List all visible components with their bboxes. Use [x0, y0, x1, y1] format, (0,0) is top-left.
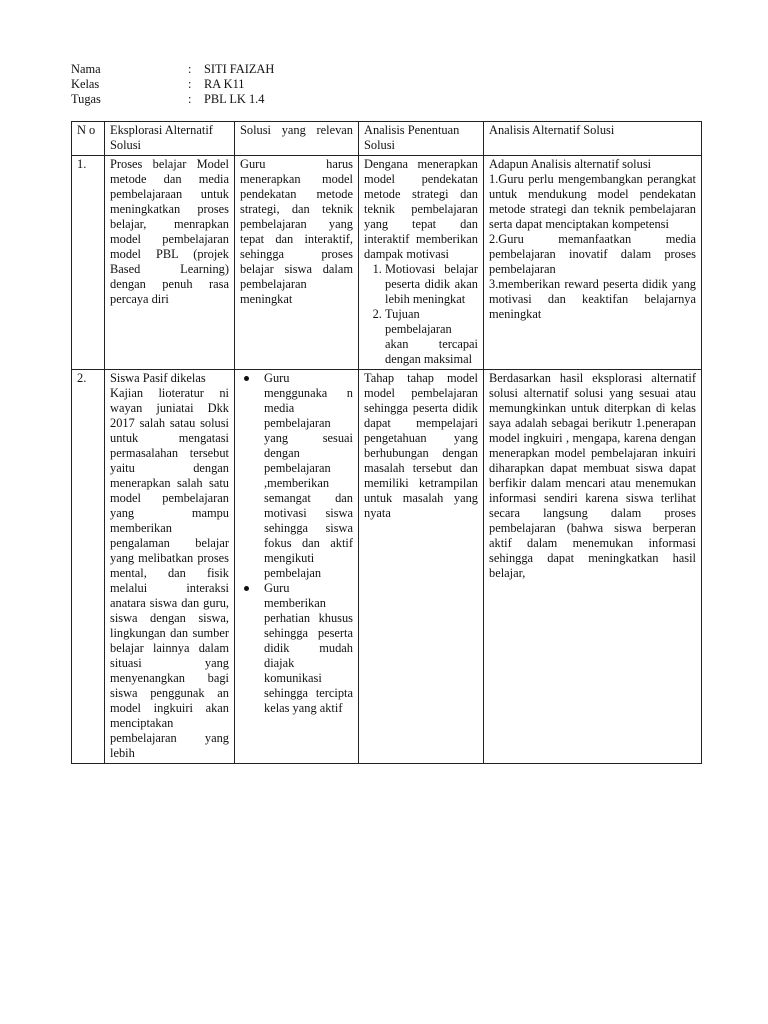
cell-solusi: Guru harus menerapkan model pendekatan metode strategi, dan teknik pembelajaran yang tepat dan interaktif, sehingga proses belajar siswa dalam pembelajaran meningkat: [235, 156, 359, 370]
col-header-eksplorasi: Eksplorasi Alternatif Solusi: [105, 122, 235, 156]
table-row: [72, 156, 702, 370]
alternatif-line: 1.Guru perlu mengembangkan perangkat untuk mendukung model pendekatan metode strategi dan teknik pembelajaran serta dapat menciptakan kompetensi: [489, 172, 696, 231]
col-header-analisis-alternatif: Analisis Alternatif Solusi: [484, 122, 702, 156]
alternatif-line: 2.Guru memanfaatkan media pembelajaran inovatif dalam proses pembelajaran: [489, 232, 696, 276]
analisis-intro: Dengana menerapkan model pendekatan metode strategi dan teknik pembelajaran yang tepat dan interaktif memberikan dampak motivasi: [364, 157, 478, 261]
eksplorasi-line: Kajian lioteratur ni wayan juniatai Dkk 2017 salah satau solusi untuk mengatasi permasalahan tersebut yaitu dengan menerapkan salah satu model pembelajaran yang mampu memberikan pengalaman belajar yang melibatkan proses mental, dan fisik melalui interaksi anatara siswa dan guru, siswa dengan siswa, lingkungan dan sumber belajar lainnya dalam situasi yang menyenangkan bagi siswa penggunak an model ingkuiri akan menciptakan pembelajaran yang lebih: [110, 386, 229, 760]
value-kelas: RA K11: [204, 77, 245, 91]
cell-analisis-penentuan: [359, 156, 484, 370]
col-header-analisis-penentuan: Analisis Penentuan Solusi: [359, 122, 484, 156]
label-tugas: Tugas: [71, 92, 101, 106]
list-item: 1. Motiovasi belajar peserta didik akan lebih meningkat: [385, 262, 478, 307]
list-item: Guru menggunaka n media pembelajaran yang sesuai dengan pembelajaran ,memberikan semangat dan motivasi siswa sehingga siswa fokus dan aktif mengikuti pembelajan: [264, 371, 353, 580]
header-row-kelas: [71, 77, 274, 92]
value-tugas: PBL LK 1.4: [204, 92, 265, 106]
eksplorasi-line: Siswa Pasif dikelas: [110, 371, 206, 385]
cell-eksplorasi: Proses belajar Model metode dan media pembelajaraan untuk meningkatkan proses belajar, menrapkan model pembelajaran model PBL (projek Based Learning) dengan penuh rasa percaya diri: [105, 156, 235, 370]
row-number: 1.: [72, 156, 105, 370]
cell-analisis-penentuan: Tahap tahap model model pembelajaran sehingga peserta didik dapat mempelajari pengetahuan yang berhubungan dengan masalah tersebut dan memiliki ketrampilan untuk masalah yang nyata: [359, 370, 484, 764]
label-kelas: Kelas: [71, 77, 100, 91]
colon: :: [188, 62, 192, 76]
list-item: Guru memberikan perhatian khusus sehingga peserta didik mudah diajak komunikasi sehingga tercipta kelas yang aktif: [264, 581, 353, 715]
row-number: 2.: [72, 370, 105, 764]
identity-header: [71, 62, 274, 107]
colon: :: [188, 77, 192, 91]
solusi-bullet-list: [240, 371, 353, 716]
cell-analisis-alternatif: Berdasarkan hasil eksplorasi alternatif solusi alternatif solusi yang sesuai atau memungkinkan untuk diterpkan di kelas saya adalah sebagai berikutr 1.penerapan model ingkuiri , mengapa, karena dengan menerapkan model pembelajaran inkuiri diharapkan dapat membuat siswa dapat berfikir dalam mencari atau menemukan informasi sendiri karena siswa terlihat secara langsung dalam proses pembelajaran (bahwa siswa berperan aktif dalam menemukan informasi sehingga dapat meningkatkan hasil belajar,: [484, 370, 702, 764]
alternatif-line: 3.memberikan reward peserta didik yang motivasi dan keaktifan belajarnya meningkat: [489, 277, 696, 321]
analisis-list: [364, 262, 478, 367]
list-item: 2. Tujuan pembelajaran akan tercapai dengan maksimal: [385, 307, 478, 367]
solution-analysis-table: [71, 121, 702, 764]
table-header-row: [72, 122, 702, 156]
label-nama: Nama: [71, 62, 101, 76]
cell-analisis-alternatif: [484, 156, 702, 370]
col-header-no: N o: [72, 122, 105, 156]
header-row-nama: [71, 62, 274, 77]
col-header-solusi: Solusi yang relevan: [235, 122, 359, 156]
cell-eksplorasi: [105, 370, 235, 764]
header-row-tugas: [71, 92, 274, 107]
value-nama: SITI FAIZAH: [204, 62, 275, 76]
alternatif-line: Adapun Analisis alternatif solusi: [489, 157, 652, 171]
table-row: [72, 370, 702, 764]
cell-solusi: [235, 370, 359, 764]
colon: :: [188, 92, 192, 106]
